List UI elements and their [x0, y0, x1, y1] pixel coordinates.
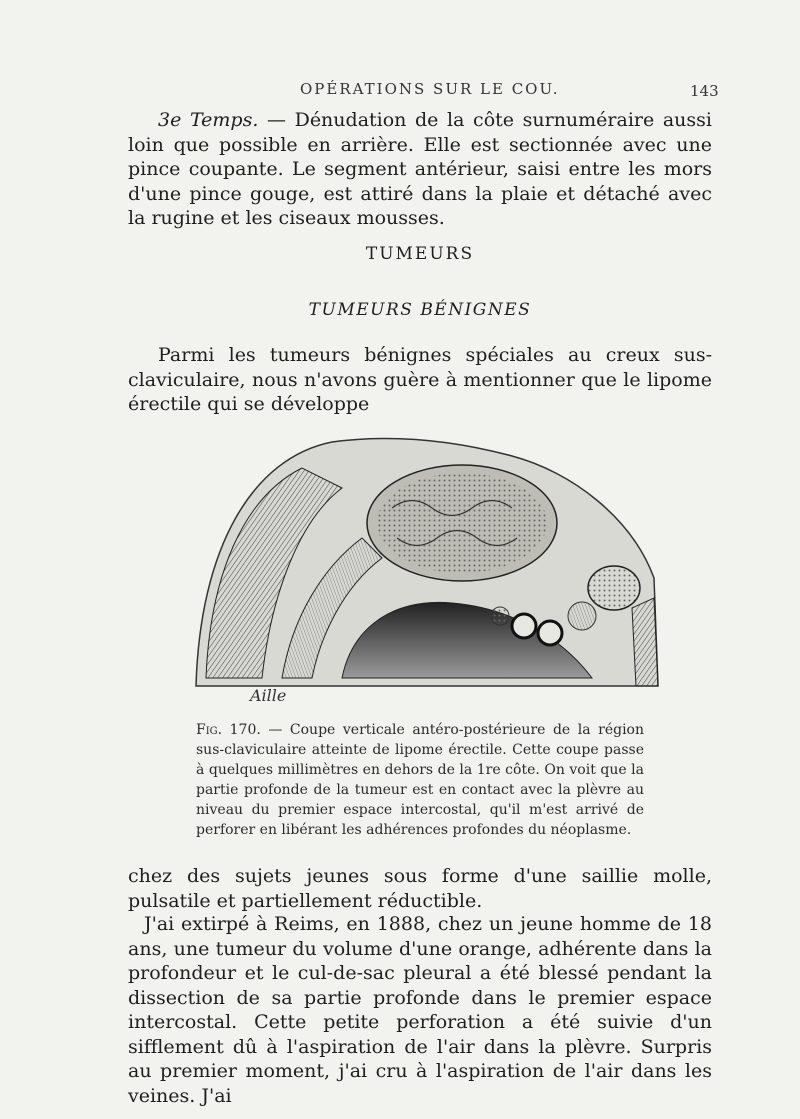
paragraph-4: J'ai extirpé à Reims, en 1888, chez un jeune homme de 18 ans, une tumeur du volume d'une orange, adhérente dans la profondeur et le cul-de-sac pleural a été blessé pendant la dissection de sa partie profonde dans le premier espace intercostal. Cette petite perforation a été suivie d'un sifflement dû à l'aspiration de l'air dans la plèvre. Surpris au premier moment, j'ai cru à l'aspiration de l'air dans les veines. J'ai: [128, 913, 712, 1107]
tumor-texture: [377, 473, 547, 573]
muscle-right: [632, 598, 658, 686]
vessel-1: [512, 614, 536, 638]
paragraph-1-text: — Dénudation de la côte surnuméraire aussi loin que possible en arrière. Elle est sectionnée avec une pince coupante. Le segment antérieur, saisi entre les mors d'une pince gouge, est attiré dans la plaie et détaché avec la rugine et les ciseaux mousses.: [128, 109, 712, 229]
anatomical-illustration: [192, 428, 672, 698]
paragraph-1-lead: 3e Temps.: [158, 109, 259, 131]
vessel-2: [538, 621, 562, 645]
running-head: OPÉRATIONS SUR LE COU.: [300, 80, 560, 98]
subsection-title: TUMEURS BÉNIGNES: [308, 300, 532, 320]
figure-caption: [196, 720, 644, 840]
paragraph-1: [128, 108, 712, 231]
page-number: 143: [690, 82, 719, 100]
engraver-signature: Aille: [250, 686, 287, 705]
figure-label: Fig. 170.: [196, 722, 261, 738]
muscle-cross-section: [568, 602, 596, 630]
figure-caption-text: — Coupe verticale antéro-postérieure de la région sus-claviculaire atteinte de lipome érectile. Cette coupe passe à quelques millimètres en dehors de la 1re côte. On voit que la partie profonde de la tumeur est en contact avec la plèvre au niveau du premier espace intercostal, qu'il m'est arrivé de perforer en libérant les adhérences profondes du néoplasme.: [196, 722, 644, 838]
paragraph-2: Parmi les tumeurs bénignes spéciales au creux sus-claviculaire, nous n'avons guère à mentionner que le lipome érectile qui se développe: [128, 344, 712, 415]
nerve-bundle: [491, 607, 509, 625]
section-title: TUMEURS: [365, 244, 475, 264]
clavicle: [588, 566, 640, 610]
paragraph-3: chez des sujets jeunes sous forme d'une saillie molle, pulsatile et partiellement réductible.: [128, 865, 712, 912]
